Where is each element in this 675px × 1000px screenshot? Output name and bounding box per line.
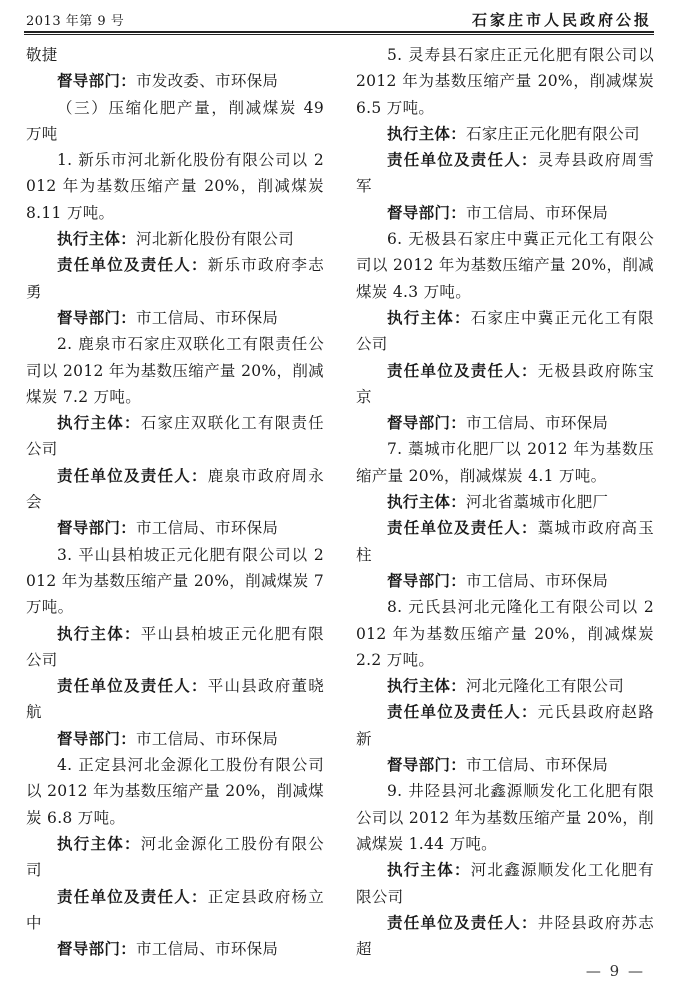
paragraph [356,147,654,200]
paragraph-text: 市工信局、市环保局 [466,571,609,590]
paragraph-label: 执行主体： [57,624,141,643]
paragraph-text: 市工信局、市环保局 [466,414,609,433]
right-column [356,42,654,962]
paragraph [356,305,654,358]
paragraph-text: 河北金源化工股份有限公司 [26,834,324,880]
paragraph [356,358,654,411]
paragraph-label: 督导部门： [57,72,137,91]
publication-title: 石家庄市人民政府公报 [471,11,652,29]
paragraph [26,515,324,541]
paragraph-text: 5. 灵寿县石家庄正元化肥有限公司以 2012 年为基数压缩产量 20%，削减煤炭 6.5 万吨。 [356,46,654,117]
paragraph-label: 执行主体： [387,677,467,696]
paragraph-label: 责任单位及责任人： [387,519,538,538]
paragraph-label: 执行主体： [387,493,467,512]
paragraph-text: 河北省藁城市化肥厂 [466,493,609,512]
paragraph-text: 市发改委、市环保局 [136,72,279,91]
paragraph [26,463,324,516]
paragraph-text: 1. 新乐市河北新化股份有限公司以 2012 年为基数压缩产量 20%，削减煤炭 8.11 万吨。 [26,151,324,222]
paragraph-label: 责任单位及责任人： [57,256,208,275]
paragraph-label: 执行主体： [387,861,471,880]
paragraph-text: 河北新化股份有限公司 [136,230,295,249]
paragraph-text: 正定县政府杨立中 [26,887,324,932]
paragraph [26,305,324,331]
paragraph [356,42,654,121]
paragraph-text: 敬捷 [26,46,58,64]
left-column [26,42,324,962]
paragraph-text: 无极县政府陈宝京 [356,361,654,406]
header-rule-thin [24,34,654,35]
paragraph [356,752,654,778]
paragraph-text: 新乐市政府李志勇 [26,256,324,301]
paragraph-text: 灵寿县政府周雪军 [356,151,654,196]
paragraph-label: 责任单位及责任人： [387,361,538,380]
paragraph-label: 执行主体： [387,308,471,327]
paragraph-label: 督导部门： [387,571,467,590]
paragraph-text: 石家庄正元化肥有限公司 [466,124,640,143]
paragraph [356,594,654,673]
paragraph-label: 责任单位及责任人： [57,677,208,696]
paragraph [356,673,654,699]
paragraph-label: 责任单位及责任人： [57,466,208,485]
paragraph-label: 督导部门： [57,940,137,959]
paragraph [356,121,654,147]
paragraph [26,410,324,463]
paragraph-text: 市工信局、市环保局 [466,756,609,775]
paragraph [356,410,654,436]
paragraph-text: 2. 鹿泉市石家庄双联化工有限责任公司以 2012 年为基数压缩产量 20%，削减煤炭 7.2 万吨。 [26,335,324,406]
paragraph-label: 执行主体： [57,834,141,853]
issue-number: 2013 年第 9 号 [26,14,125,29]
paragraph-text: （三）压缩化肥产量，削减煤炭 49 万吨 [26,98,324,143]
paragraph-label: 执行主体： [57,230,137,249]
paragraph [26,542,324,621]
paragraph-text: 河北元隆化工有限公司 [466,677,625,696]
paragraph [26,936,324,962]
paragraph-text: 元氏县政府赵路新 [356,703,654,748]
paragraph [356,778,654,857]
paragraph [26,147,324,226]
paragraph-label: 督导部门： [387,414,467,433]
paragraph-text: 3. 平山县柏坡正元化肥有限公司以 2012 年为基数压缩产量 20%，削减煤炭 7 万吨。 [26,545,324,617]
paragraph [356,857,654,910]
paragraph-text: 6. 无极县石家庄中冀正元化工有限公司以 2012 年为基数压缩产量 20%，削减煤炭 4.3 万吨。 [356,230,654,301]
paragraph [356,515,654,568]
paragraph-text: 石家庄中冀正元化工有限公司 [356,308,654,354]
paragraph-label: 督导部门： [57,519,137,538]
header-rule-thick [24,31,654,33]
paragraph [356,910,654,963]
paragraph [26,831,324,884]
paragraph [26,42,324,68]
paragraph-text: 4. 正定县河北金源化工股份有限公司以 2012 年为基数压缩产量 20%，削减煤炭 6.8 万吨。 [26,756,324,827]
paragraph-text: 藁城市政府高玉柱 [356,519,654,564]
paragraph [26,673,324,726]
paragraph-label: 执行主体： [57,414,141,433]
paragraph-text: 平山县柏坡正元化肥有限公司 [26,624,324,669]
paragraph-text: 市工信局、市环保局 [136,729,279,748]
paragraph-text: 鹿泉市政府周永会 [26,466,324,512]
paragraph [356,489,654,515]
paragraph-text: 市工信局、市环保局 [136,940,279,959]
paragraph-text: 井陉县政府苏志超 [356,913,654,959]
paragraph [356,436,654,489]
paragraph [26,752,324,831]
paragraph-label: 责任单位及责任人： [387,913,538,932]
page-number: — 9 — [585,962,645,980]
paragraph-label: 责任单位及责任人： [57,887,208,906]
paragraph-text: 7. 藁城市化肥厂以 2012 年为基数压缩产量 20%，削减煤炭 4.1 万吨。 [356,440,654,485]
paragraph [26,68,324,94]
paragraph-text: 石家庄双联化工有限责任公司 [26,414,324,459]
paragraph [356,568,654,594]
paragraph [26,884,324,937]
paragraph-text: 9. 井陉县河北鑫源顺发化工化肥有限公司以 2012 年为基数压缩产量 20%，削减煤炭 1.44 万吨。 [356,782,654,853]
paragraph-label: 督导部门： [57,729,137,748]
paragraph [26,252,324,305]
paragraph-label: 责任单位及责任人： [387,703,538,722]
paragraph [356,226,654,305]
paragraph [26,621,324,674]
paragraph-text: 市工信局、市环保局 [136,308,279,327]
paragraph [356,200,654,226]
page-header [26,8,652,30]
paragraph [26,331,324,410]
paragraph [26,226,324,252]
paragraph-label: 责任单位及责任人： [387,151,538,170]
paragraph-label: 督导部门： [387,756,467,775]
paragraph-text: 河北鑫源顺发化工化肥有限公司 [356,861,654,906]
paragraph [356,699,654,752]
paragraph-text: 市工信局、市环保局 [466,203,609,222]
paragraph-text: 8. 元氏县河北元隆化工有限公司以 2012 年为基数压缩产量 20%，削减煤炭 2.2 万吨。 [356,598,654,669]
paragraph-label: 执行主体： [387,124,467,143]
paragraph-label: 督导部门： [57,308,137,327]
paragraph [26,95,324,148]
paragraph [26,726,324,752]
paragraph-text: 市工信局、市环保局 [136,519,279,538]
paragraph-label: 督导部门： [387,203,467,222]
paragraph-text: 平山县政府董晓航 [26,677,324,722]
